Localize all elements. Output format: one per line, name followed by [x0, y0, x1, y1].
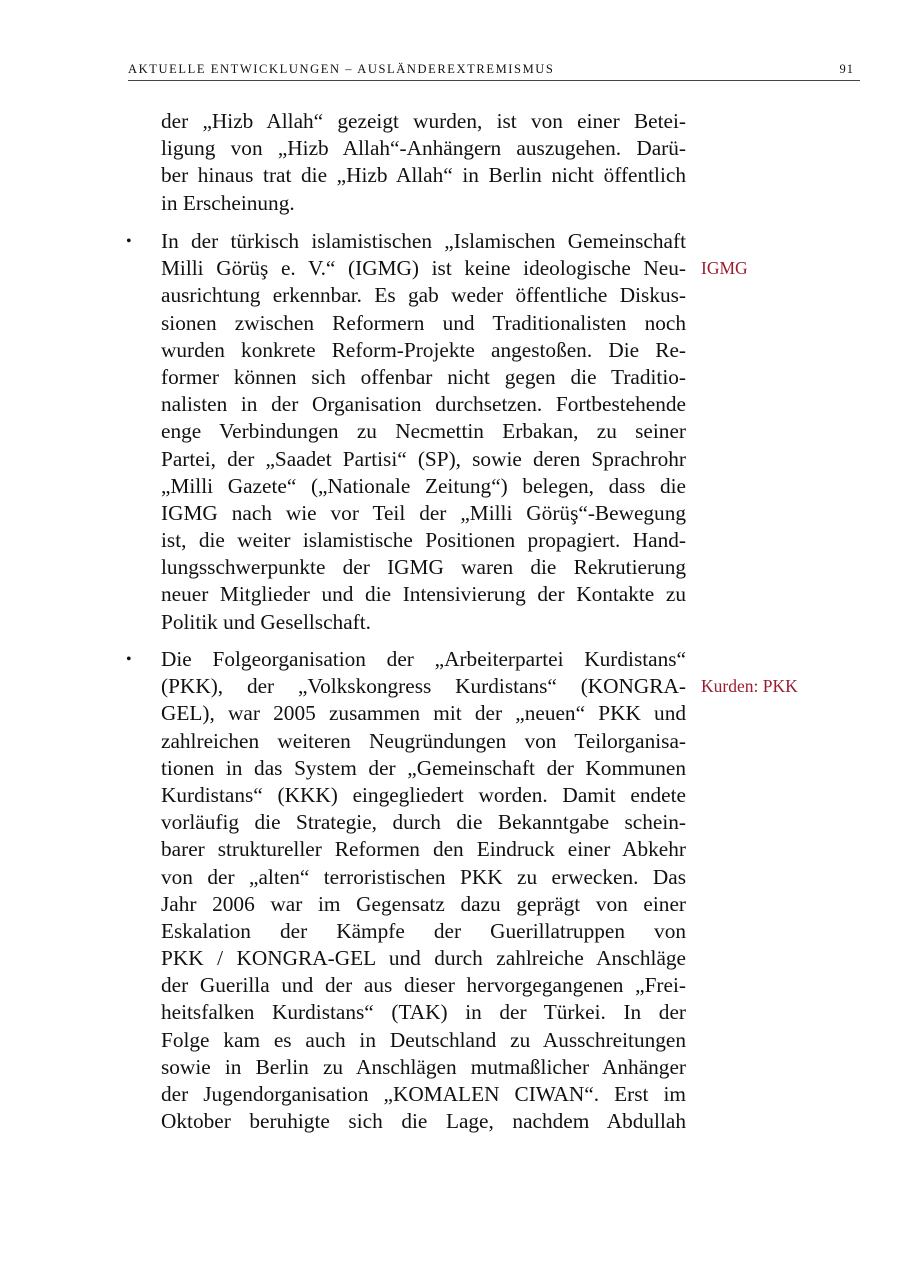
- text-line: Eskalation der Kämpfe der Guerillatruppen von: [161, 918, 686, 943]
- text-line: ausrichtung erkennbar. Es gab weder öffentliche Diskus-: [161, 283, 686, 308]
- text-line: enge Verbindungen zu Necmettin Erbakan, zu seiner: [161, 419, 686, 444]
- margin-note-igmg: IGMG: [701, 258, 748, 278]
- bullet-marker: •: [126, 651, 132, 668]
- bullet-marker: •: [126, 233, 132, 250]
- text-line: former können sich offenbar nicht gegen die Traditio-: [161, 364, 686, 389]
- text-line: Oktober beruhigte sich die Lage, nachdem Abdullah: [161, 1109, 686, 1134]
- text-line: von der „alten“ terroristischen PKK zu erwecken. Das: [161, 864, 686, 889]
- text-line: Politik und Gesellschaft.: [161, 609, 371, 634]
- text-line: wurden konkrete Reform-Projekte angestoßen. Die Re-: [161, 337, 686, 362]
- running-header: [128, 62, 860, 80]
- text-line: nalisten in der Organisation durchsetzen. Fortbestehende: [161, 392, 686, 417]
- text-line: vorläufig die Strategie, durch die Bekanntgabe schein-: [161, 810, 686, 835]
- text-line: zahlreichen weiteren Neugründungen von Teilorganisa-: [161, 728, 686, 753]
- text-line: (PKK), der „Volkskongress Kurdistans“ (KONGRA-: [161, 674, 686, 699]
- igmg-paragraph: [161, 228, 686, 636]
- text-line: sionen zwischen Reformern und Traditionalisten noch: [161, 310, 686, 335]
- text-line: barer struktureller Reformen den Eindruck einer Abkehr: [161, 837, 686, 862]
- text-line: PKK / KONGRA-GEL und durch zahlreiche Anschläge: [161, 946, 686, 971]
- text-line: IGMG nach wie vor Teil der „Milli Görüş“-Bewegung: [161, 500, 686, 525]
- text-line: der „Hizb Allah“ gezeigt wurden, ist von einer Betei-: [161, 109, 686, 133]
- text-line: tionen in das System der „Gemeinschaft der Kommunen: [161, 755, 686, 780]
- text-line: ist, die weiter islamistische Positionen propagiert. Hand-: [161, 528, 686, 553]
- text-line: neuer Mitglieder und die Intensivierung der Kontakte zu: [161, 582, 686, 607]
- text-line: Folge kam es auch in Deutschland zu Ausschreitungen: [161, 1027, 686, 1052]
- page-number: 91: [839, 62, 854, 76]
- text-line: der Guerilla und der aus dieser hervorgegangenen „Frei-: [161, 973, 686, 998]
- text-line: Jahr 2006 war im Gegensatz dazu geprägt von einer: [161, 891, 686, 916]
- text-line: heitsfalken Kurdistans“ (TAK) in der Türkei. In der: [161, 1000, 686, 1025]
- text-line: Milli Görüş e. V.“ (IGMG) ist keine ideologische Neu-: [161, 256, 686, 281]
- text-line: der Jugendorganisation „KOMALEN CIWAN“. Erst im: [161, 1082, 686, 1106]
- text-line: GEL), war 2005 zusammen mit der „neuen“ PKK und: [161, 701, 686, 726]
- text-line: Die Folgeorganisation der „Arbeiterpartei Kurdistans“: [161, 647, 686, 671]
- text-line: ligung von „Hizb Allah“-Anhängern auszugehen. Darü-: [161, 136, 686, 161]
- text-line: „Milli Gazete“ („Nationale Zeitung“) belegen, dass die: [161, 473, 686, 498]
- margin-note-pkk: Kurden: PKK: [701, 676, 798, 696]
- text-line: In der türkisch islamistischen „Islamischen Gemeinschaft: [161, 229, 686, 253]
- text-line: lungsschwerpunkte der IGMG waren die Rekrutierung: [161, 555, 686, 580]
- header-rule: [128, 80, 860, 81]
- text-line: Kurdistans“ (KKK) eingegliedert worden. Damit endete: [161, 782, 686, 807]
- header-title: AKTUELLE ENTWICKLUNGEN – AUSLÄNDEREXTREMISMUS: [128, 62, 555, 76]
- pkk-paragraph: [161, 646, 686, 1135]
- text-line: ber hinaus trat die „Hizb Allah“ in Berlin nicht öffentlich: [161, 163, 686, 188]
- intro-paragraph: [161, 108, 686, 217]
- text-line: sowie in Berlin zu Anschlägen mutmaßlicher Anhänger: [161, 1054, 686, 1079]
- text-line: Partei, der „Saadet Partisi“ (SP), sowie deren Sprachrohr: [161, 446, 686, 471]
- text-line: in Erscheinung.: [161, 190, 295, 215]
